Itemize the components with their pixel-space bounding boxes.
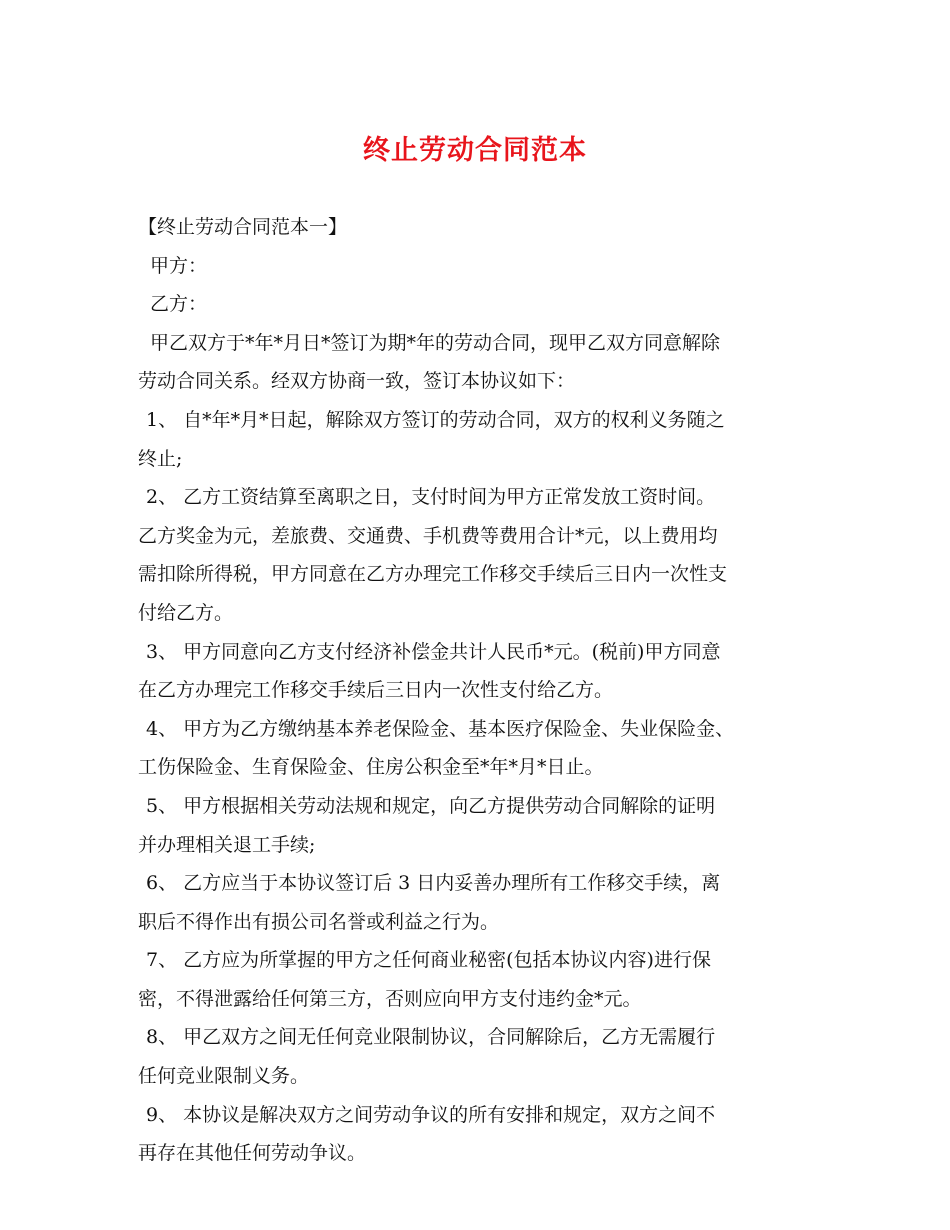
party-b-label: 乙方： (150, 293, 208, 316)
clause-1-line: 1、 自*年*月*日起，解除双方签订的劳动合同，双方的权利义务随之 (146, 408, 725, 431)
clause-2-line: 2、 乙方工资结算至离职之日，支付时间为甲方正常发放工资时间。 (146, 486, 716, 509)
clause-3-line: 在乙方办理完工作移交手续后三日内一次性支付给乙方。 (138, 679, 614, 702)
clause-8-line: 任何竞业限制义务。 (138, 1065, 310, 1088)
clause-9-line: 再存在其他任何劳动争议。 (138, 1142, 367, 1165)
clause-4-line: 工伤保险金、生育保险金、住房公积金至*年*月*日止。 (138, 756, 604, 779)
clause-6-line: 职后不得作出有损公司名誉或利益之行为。 (138, 910, 500, 933)
party-a-label: 甲方： (150, 254, 208, 277)
clause-7-line: 7、 乙方应为所掌握的甲方之任何商业秘密(包括本协议内容)进行保 (146, 949, 711, 972)
clause-2-line: 需扣除所得税，甲方同意在乙方办理完工作移交手续后三日内一次性支 (138, 563, 728, 586)
clause-4-line: 4、 甲方为乙方缴纳基本养老保险金、基本医疗保险金、失业保险金、 (146, 717, 735, 740)
section-heading: 【终止劳动合同范本一】 (138, 216, 348, 238)
clause-8-line: 8、 甲乙双方之间无任何竞业限制协议，合同解除后，乙方无需履行 (146, 1026, 716, 1049)
document-body (138, 208, 828, 1173)
clause-3-line: 3、 甲方同意向乙方支付经济补偿金共计人民币*元。(税前)甲方同意 (146, 640, 721, 663)
clause-5-line: 5、 甲方根据相关劳动法规和规定，向乙方提供劳动合同解除的证明 (146, 794, 716, 817)
clause-6-line: 6、 乙方应当于本协议签订后 3 日内妥善办理所有工作移交手续，离 (146, 872, 721, 895)
clause-5-line: 并办理相关退工手续; (138, 833, 316, 856)
clause-1-line: 终止; (138, 447, 183, 470)
clause-7-line: 密，不得泄露给任何第三方，否则应向甲方支付违约金*元。 (138, 987, 642, 1010)
clause-2-line: 乙方奖金为元，差旅费、交通费、手机费等费用合计*元，以上费用均 (138, 524, 718, 547)
clause-9-line: 9、 本协议是解决双方之间劳动争议的所有安排和规定，双方之间不 (146, 1103, 716, 1126)
intro-paragraph-line: 甲乙双方于*年*月日*签订为期*年的劳动合同，现甲乙双方同意解除 (150, 331, 721, 354)
clause-2-line: 付给乙方。 (138, 601, 234, 624)
document-title: 终止劳动合同范本 (363, 135, 587, 166)
intro-paragraph-line: 劳动合同关系。经双方协商一致，签订本协议如下： (138, 370, 576, 393)
